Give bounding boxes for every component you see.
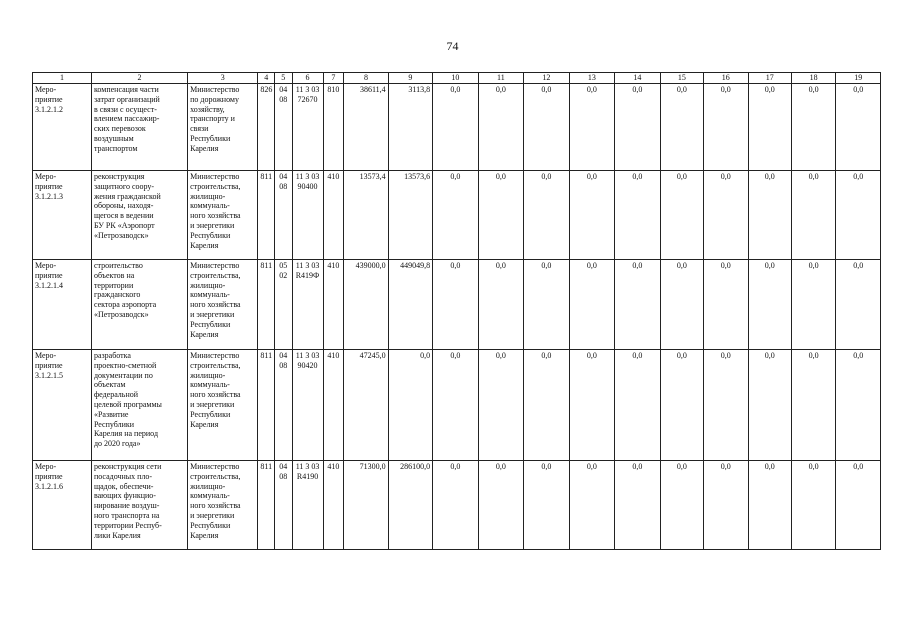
executor: Министерство строительства, жилищно- коммуналь- ного хозяйства и энергетики Республики Карелия — [188, 260, 258, 350]
value-cell: 0,0 — [388, 350, 432, 461]
table-row — [33, 461, 881, 550]
value-cell: 0,0 — [569, 350, 615, 461]
column-header: 6 — [292, 73, 323, 84]
value-cell: 0,0 — [478, 350, 524, 461]
value-cell: 0,0 — [748, 84, 791, 171]
value-cell: 0,0 — [660, 260, 703, 350]
value-cell: 449049,8 — [388, 260, 432, 350]
target-article-code: 11 3 03 R419Ф — [292, 260, 323, 350]
column-header: 10 — [433, 73, 479, 84]
value-cell: 0,0 — [704, 171, 748, 260]
measure-name: реконструкция защитного соору- жения гражданской обороны, находя- щегося в ведении БУ РК «Аэропорт «Петрозаводск» — [91, 171, 187, 260]
value-cell: 0,0 — [433, 461, 479, 550]
target-article-code: 11 3 03 72670 — [292, 84, 323, 171]
value-cell: 0,0 — [524, 84, 570, 171]
expense-type-code: 410 — [323, 461, 344, 550]
column-header: 17 — [748, 73, 791, 84]
value-cell: 13573,4 — [344, 171, 388, 260]
table-row — [33, 171, 881, 260]
value-cell: 0,0 — [660, 461, 703, 550]
value-cell: 0,0 — [615, 461, 661, 550]
value-cell: 0,0 — [524, 171, 570, 260]
value-cell: 0,0 — [704, 260, 748, 350]
table-row — [33, 350, 881, 461]
header-row — [33, 73, 881, 84]
executor: Министерство строительства, жилищно- коммуналь- ного хозяйства и энергетики Республики Карелия — [188, 461, 258, 550]
value-cell: 0,0 — [836, 350, 881, 461]
executor: Министерство строительства, жилищно- коммуналь- ного хозяйства и энергетики Республики Карелия — [188, 350, 258, 461]
value-cell: 38611,4 — [344, 84, 388, 171]
value-cell: 0,0 — [524, 260, 570, 350]
value-cell: 0,0 — [569, 171, 615, 260]
value-cell: 47245,0 — [344, 350, 388, 461]
value-cell: 71300,0 — [344, 461, 388, 550]
value-cell: 0,0 — [704, 350, 748, 461]
column-header: 5 — [274, 73, 292, 84]
section-code: 04 08 — [274, 461, 292, 550]
target-article-code: 11 3 03 R4190 — [292, 461, 323, 550]
table-row — [33, 84, 881, 171]
column-header: 19 — [836, 73, 881, 84]
column-header: 12 — [524, 73, 570, 84]
value-cell: 0,0 — [791, 350, 835, 461]
page-number: 74 — [446, 39, 459, 53]
section-code: 04 08 — [274, 171, 292, 260]
value-cell: 0,0 — [791, 260, 835, 350]
expense-type-code: 410 — [323, 350, 344, 461]
grbs-code: 811 — [258, 260, 275, 350]
value-cell: 0,0 — [791, 84, 835, 171]
value-cell: 0,0 — [791, 461, 835, 550]
value-cell: 0,0 — [569, 461, 615, 550]
column-header: 18 — [791, 73, 835, 84]
value-cell: 0,0 — [433, 350, 479, 461]
value-cell: 0,0 — [836, 84, 881, 171]
column-header: 4 — [258, 73, 275, 84]
column-header: 2 — [91, 73, 187, 84]
value-cell: 0,0 — [524, 350, 570, 461]
measure-id: Меро- приятие 3.1.2.1.4 — [33, 260, 92, 350]
value-cell: 0,0 — [433, 84, 479, 171]
column-header: 15 — [660, 73, 703, 84]
value-cell: 0,0 — [791, 171, 835, 260]
expense-type-code: 410 — [323, 171, 344, 260]
value-cell: 0,0 — [748, 171, 791, 260]
value-cell: 13573,6 — [388, 171, 432, 260]
value-cell: 0,0 — [615, 350, 661, 461]
column-header: 3 — [188, 73, 258, 84]
value-cell: 0,0 — [704, 84, 748, 171]
grbs-code: 811 — [258, 171, 275, 260]
measure-id: Меро- приятие 3.1.2.1.2 — [33, 84, 92, 171]
column-header: 7 — [323, 73, 344, 84]
section-code: 04 08 — [274, 84, 292, 171]
value-cell: 0,0 — [660, 84, 703, 171]
value-cell: 0,0 — [615, 84, 661, 171]
value-cell: 0,0 — [615, 171, 661, 260]
value-cell: 0,0 — [660, 171, 703, 260]
value-cell: 0,0 — [748, 260, 791, 350]
column-header: 13 — [569, 73, 615, 84]
value-cell: 439000,0 — [344, 260, 388, 350]
column-header: 1 — [33, 73, 92, 84]
value-cell: 0,0 — [836, 171, 881, 260]
grbs-code: 826 — [258, 84, 275, 171]
measure-id: Меро- приятие 3.1.2.1.6 — [33, 461, 92, 550]
measure-name: разработка проектно-сметной документации по объектам федеральной целевой программы «Развитие Республики Карелия на период до 2020 года» — [91, 350, 187, 461]
target-article-code: 11 3 03 90420 — [292, 350, 323, 461]
budget-table — [32, 72, 881, 550]
table-row — [33, 260, 881, 350]
grbs-code: 811 — [258, 461, 275, 550]
column-header: 14 — [615, 73, 661, 84]
measure-name: реконструкция сети посадочных пло- щадок, обеспечи- вающих функцио- нирование воздуш- ного транспорта на территории Респуб- лики Карелия — [91, 461, 187, 550]
expense-type-code: 810 — [323, 84, 344, 171]
value-cell: 0,0 — [748, 461, 791, 550]
value-cell: 0,0 — [569, 260, 615, 350]
value-cell: 0,0 — [836, 260, 881, 350]
value-cell: 0,0 — [836, 461, 881, 550]
column-header: 16 — [704, 73, 748, 84]
section-code: 05 02 — [274, 260, 292, 350]
value-cell: 0,0 — [615, 260, 661, 350]
value-cell: 0,0 — [478, 461, 524, 550]
section-code: 04 08 — [274, 350, 292, 461]
grbs-code: 811 — [258, 350, 275, 461]
column-header: 9 — [388, 73, 432, 84]
column-header: 8 — [344, 73, 388, 84]
value-cell: 0,0 — [524, 461, 570, 550]
measure-name: строительство объектов на территории гражданского сектора аэропорта «Петрозаводск» — [91, 260, 187, 350]
column-header: 11 — [478, 73, 524, 84]
value-cell: 286100,0 — [388, 461, 432, 550]
value-cell: 0,0 — [660, 350, 703, 461]
executor: Министерство по дорожному хозяйству, транспорту и связи Республики Карелия — [188, 84, 258, 171]
measure-id: Меро- приятие 3.1.2.1.3 — [33, 171, 92, 260]
value-cell: 0,0 — [433, 260, 479, 350]
measure-name: компенсация части затрат организаций в связи с осущест- влением пассажир- ских перевозок воздушным транспортом — [91, 84, 187, 171]
value-cell: 3113,8 — [388, 84, 432, 171]
value-cell: 0,0 — [433, 171, 479, 260]
value-cell: 0,0 — [478, 260, 524, 350]
value-cell: 0,0 — [478, 84, 524, 171]
target-article-code: 11 3 03 90400 — [292, 171, 323, 260]
value-cell: 0,0 — [569, 84, 615, 171]
value-cell: 0,0 — [748, 350, 791, 461]
executor: Министерство строительства, жилищно- коммуналь- ного хозяйства и энергетики Республики Карелия — [188, 171, 258, 260]
expense-type-code: 410 — [323, 260, 344, 350]
measure-id: Меро- приятие 3.1.2.1.5 — [33, 350, 92, 461]
value-cell: 0,0 — [478, 171, 524, 260]
value-cell: 0,0 — [704, 461, 748, 550]
